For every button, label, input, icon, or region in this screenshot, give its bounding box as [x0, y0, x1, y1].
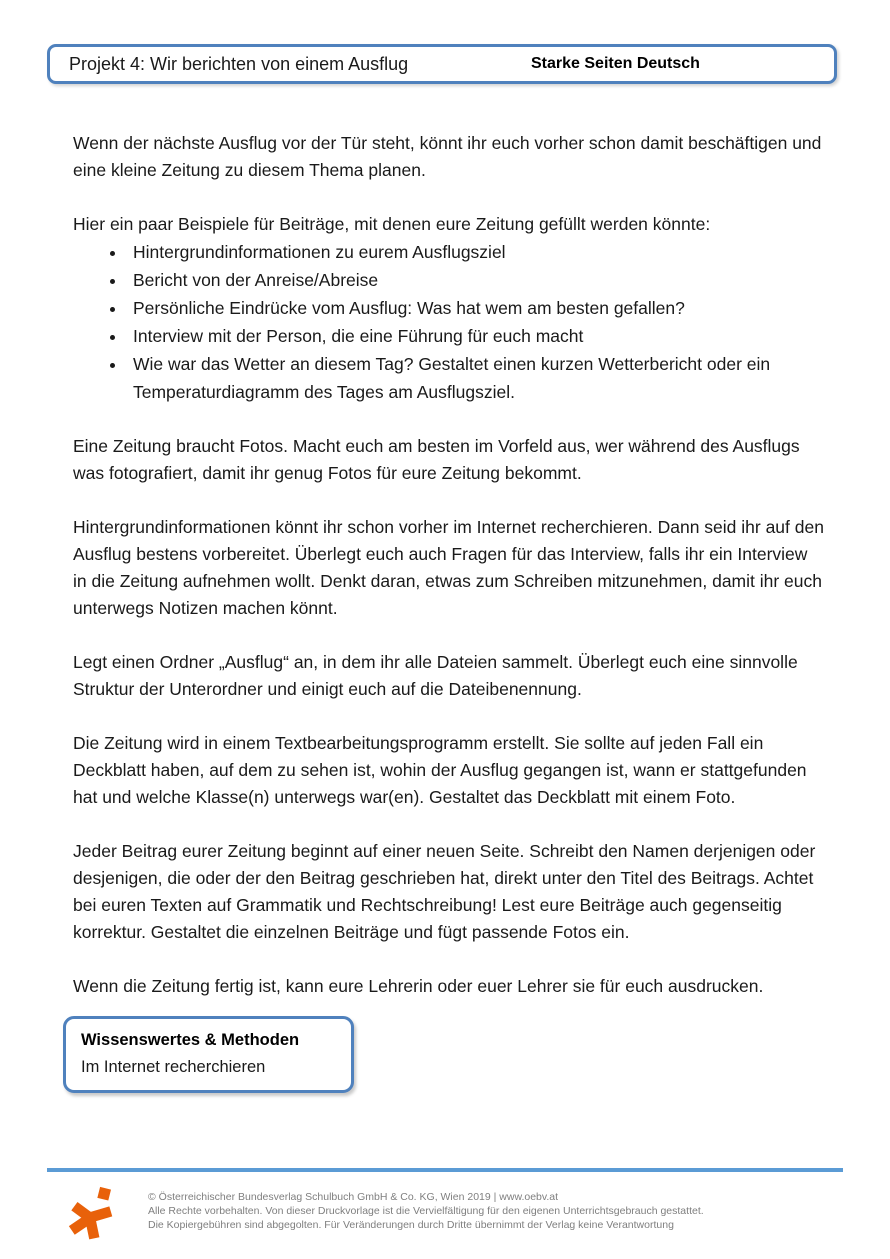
- list-item: • Interview mit der Person, die eine Führung für euch macht: [127, 322, 825, 350]
- body-paragraph: Die Zeitung wird in einem Textbearbeitungsprogramm erstellt. Sie sollte auf jeden Fall ein Deckblatt haben, auf dem zu sehen ist, wohin der Ausflug gegangen ist, wann er stattgefunden hat und welche Klasse(n) unterwegs war(en). Gestaltet das Deckblatt mit einem Foto.: [73, 733, 807, 807]
- list-item: • Bericht von der Anreise/Abreise: [127, 266, 825, 294]
- methods-info-box: [63, 1016, 354, 1093]
- series-brand-label: Starke Seiten Deutsch: [531, 55, 700, 72]
- oebv-logo-icon: [64, 1186, 116, 1242]
- intro-paragraph: Wenn der nächste Ausflug vor der Tür steht, könnt ihr euch vorher schon damit beschäftigen und eine kleine Zeitung zu diesem Thema planen.: [73, 133, 822, 180]
- list-lead-paragraph: Hier ein paar Beispiele für Beiträge, mit denen eure Zeitung gefüllt werden könnte:: [73, 214, 711, 234]
- footer-rights-line: Alle Rechte vorbehalten. Von dieser Druckvorlage ist die Vervielfältigung für den eigenen Unterrichtsgebrauch gestattet.: [148, 1205, 704, 1217]
- list-item: • Hintergrundinformationen zu eurem Ausflugsziel: [127, 238, 825, 266]
- header-box: [47, 44, 837, 84]
- footer-divider: [47, 1168, 843, 1172]
- footer-fees-line: Die Kopiergebühren sind abgegolten. Für Veränderungen durch Dritte übernimmt der Verlag keine Verantwortung: [148, 1219, 674, 1231]
- page-title: Projekt 4: Wir berichten von einem Ausflug: [69, 53, 409, 74]
- body-paragraph: Eine Zeitung braucht Fotos. Macht euch am besten im Vorfeld aus, wer während des Ausflugs was fotografiert, damit ihr genug Fotos für eure Zeitung bekommt.: [73, 436, 800, 483]
- footer-imprint: [148, 1190, 788, 1232]
- body-paragraph: Hintergrundinformationen könnt ihr schon vorher im Internet recherchieren. Dann seid ihr auf den Ausflug bestens vorbereitet. Überlegt euch auch Fragen für das Interview, falls ihr ein Interview in die Zeitung aufnehmen wollt. Denkt daran, etwas zum Schreiben mitzunehmen, damit ihr euch unterwegs Notizen machen könnt.: [73, 517, 824, 618]
- article-examples-list: [73, 238, 825, 406]
- body-paragraph: Jeder Beitrag eurer Zeitung beginnt auf einer neuen Seite. Schreibt den Namen derjenigen oder desjenigen, die oder der den Beitrag geschrieben hat, direkt unter den Titel des Beitrags. Achtet bei euren Texten auf Grammatik und Rechtschreibung! Lest eure Beiträge auch gegenseitig korrektur. Gestaltet die einzelnen Beiträge und fügt passende Fotos ein.: [73, 841, 816, 942]
- body-paragraph: Legt einen Ordner „Ausflug“ an, in dem ihr alle Dateien sammelt. Überlegt euch eine sinnvolle Struktur der Unterordner und einigt euch auf die Dateibenennung.: [73, 652, 798, 699]
- info-box-title: Wissenswertes & Methoden: [81, 1031, 300, 1049]
- body-paragraph: Wenn die Zeitung fertig ist, kann eure Lehrerin oder euer Lehrer sie für euch ausdrucken.: [73, 976, 764, 996]
- info-box-topic: Im Internet recherchieren: [81, 1058, 266, 1076]
- list-item: • Wie war das Wetter an diesem Tag? Gestaltet einen kurzen Wetterbericht oder ein Temperaturdiagramm des Tages am Ausflugsziel.: [127, 350, 825, 406]
- body-content: [73, 130, 825, 1027]
- list-item: • Persönliche Eindrücke vom Ausflug: Was hat wem am besten gefallen?: [127, 294, 825, 322]
- footer-copyright-line: © Österreichischer Bundesverlag Schulbuch GmbH & Co. KG, Wien 2019 | www.oebv.at: [148, 1191, 559, 1203]
